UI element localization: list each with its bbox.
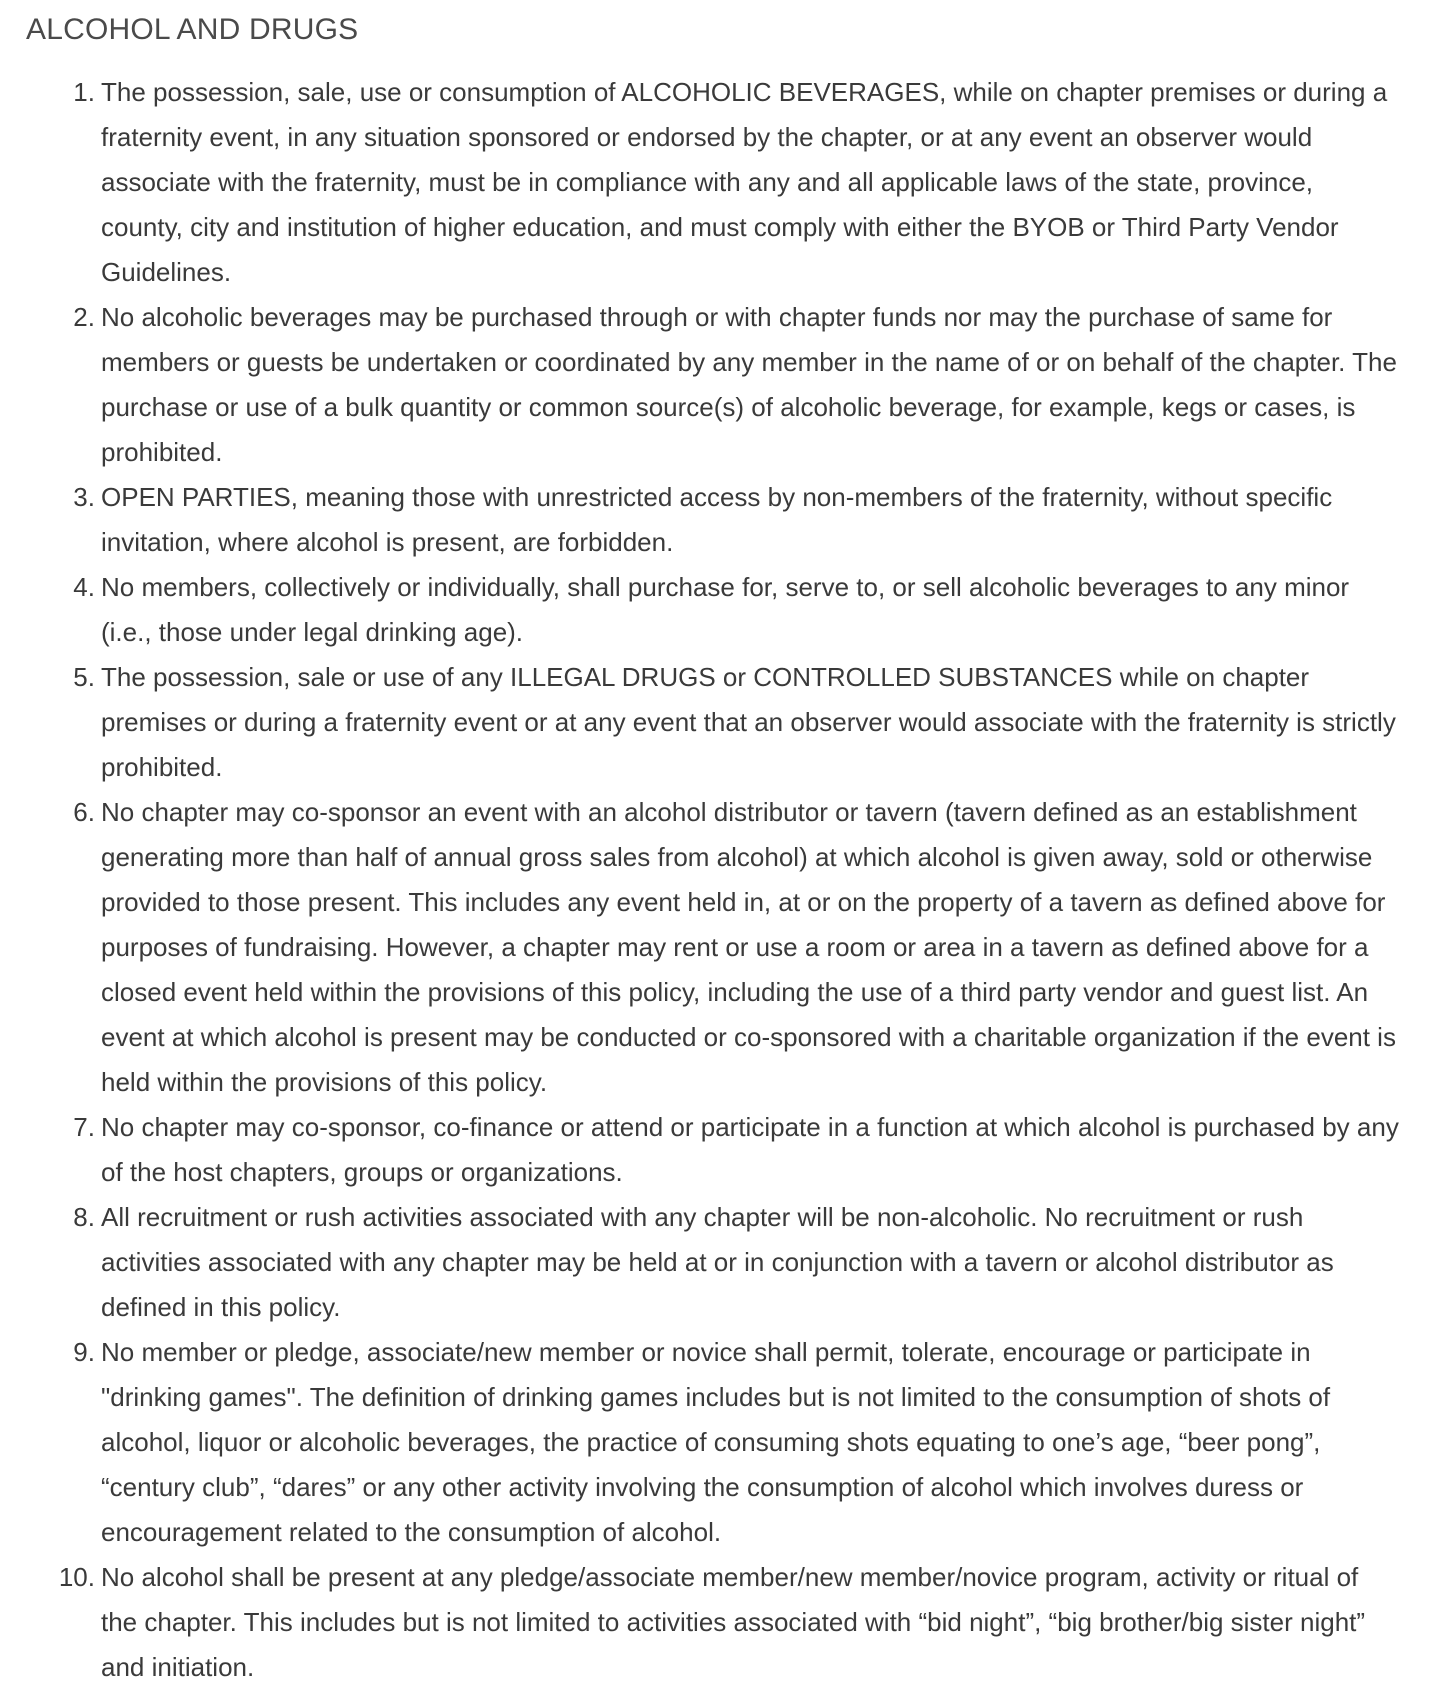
rule-item-3: OPEN PARTIES, meaning those with unrestricted access by non-members of the fraternity, without specific invitation, where alcohol is present, are forbidden. — [101, 482, 1333, 557]
rule-item-9: No member or pledge, associate/new member or novice shall permit, tolerate, encourage or participate in "drinking games". The definition of drinking games includes but is not limited to the consumption of shots of alcohol, liquor or alcoholic beverages, the practice of consuming shots equating to one’s age, “beer pong”, “century club”, “dares” or any other activity involving the consumption of alcohol which involves duress or encouragement related to the consumption of alcohol. — [101, 1337, 1331, 1547]
rule-item-7: No chapter may co-sponsor, co-finance or attend or participate in a function at which alcohol is purchased by any of the host chapters, groups or organizations. — [101, 1112, 1399, 1187]
rule-item-8: All recruitment or rush activities associated with any chapter will be non-alcoholic. No recruitment or rush activities associated with any chapter may be held at or in conjunction with a tavern or alcohol distributor as defined in this policy. — [101, 1202, 1334, 1322]
rule-item-6: No chapter may co-sponsor an event with an alcohol distributor or tavern (tavern defined as an establishment generating more than half of annual gross sales from alcohol) at which alcohol is given away, sold or otherwise provided to those present. This includes any event held in, at or on the property of a tavern as defined above for purposes of fundraising. However, a chapter may rent or use a room or area in a tavern as defined above for a closed event held within the provisions of this policy, including the use of a third party vendor and guest list. An event at which alcohol is present may be conducted or co-sponsored with a charitable organization if the event is held within the provisions of this policy. — [101, 797, 1396, 1097]
rule-item-4: No members, collectively or individually, shall purchase for, serve to, or sell alcoholic beverages to any minor (i.e., those under legal drinking age). — [101, 572, 1350, 647]
rule-item-10: No alcohol shall be present at any pledge/associate member/new member/novice program, activity or ritual of the chapter. This includes but is not limited to activities associated with “bid night”, “big brother/big sister night” and initiation. — [101, 1562, 1366, 1682]
rules-list — [26, 70, 1400, 1690]
section-heading: ALCOHOL AND DRUGS — [26, 13, 359, 46]
rule-item-5: The possession, sale or use of any ILLEGAL DRUGS or CONTROLLED SUBSTANCES while on chapter premises or during a fraternity event or at any event that an observer would associate with the fraternity is strictly prohibited. — [101, 662, 1396, 782]
rule-item-2: No alcoholic beverages may be purchased through or with chapter funds nor may the purchase of same for members or guests be undertaken or coordinated by any member in the name of or on behalf of the chapter. The purchase or use of a bulk quantity or common source(s) of alcoholic beverage, for example, kegs or cases, is prohibited. — [101, 302, 1397, 467]
rule-item-1: The possession, sale, use or consumption of ALCOHOLIC BEVERAGES, while on chapter premises or during a fraternity event, in any situation sponsored or endorsed by the chapter, or at any event an observer would associate with the fraternity, must be in compliance with any and all applicable laws of the state, province, county, city and institution of higher education, and must comply with either the BYOB or Third Party Vendor Guidelines. — [101, 77, 1388, 287]
